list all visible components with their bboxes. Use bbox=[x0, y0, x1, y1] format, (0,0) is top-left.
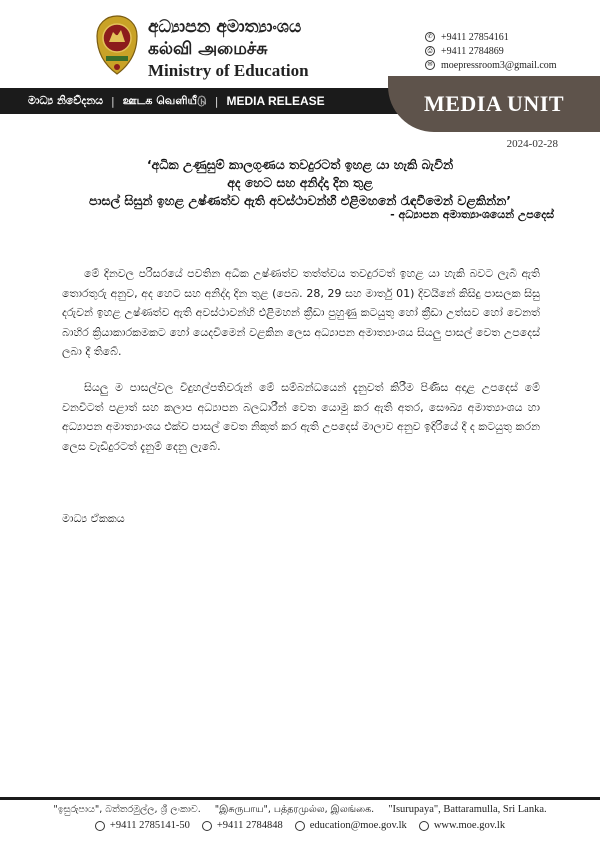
release-date: 2024-02-28 bbox=[506, 138, 558, 150]
fax-icon: ⎙ bbox=[425, 46, 435, 56]
headline-line-3: පාසල් සිසුන් ඉහළ උෂ්ණත්ව ඇති අවස්ථාවන්හි එළිමහනේ රැඳවීමෙන් වළකින්න’ bbox=[88, 193, 512, 208]
web-icon bbox=[419, 821, 429, 831]
header-email bbox=[425, 58, 557, 72]
email-icon bbox=[295, 821, 305, 831]
headline-line-2: අද හෙට සහ අනිද්දා දින තුළ bbox=[227, 175, 373, 190]
footer-address-sinhala: "ඉසුරුපාය", බත්තරමුල්ල, ශ්‍රී ලංකාව. bbox=[53, 804, 201, 815]
paragraph-1-text: මේ දිනවල පරිසරයේ පවතින අධික උෂ්ණත්ව තත්ත්වය තවදුරටත් ඉහළ යා හැකි බවට ලැබී ඇති තොරතුරු අනුව, අද හෙට සහ අනිද්දා දින තුළ (පෙබ. 28, 29 සහ මාර්තු 01) දිවයිනේ කිසිදු පාසලක සිසු දරුවන් ඉහළ උෂ්ණත්ව ඇති අවස්ථාවන්හි එළිමහන් ක්‍රීඩා පුහුණු කටයුතු හෝ ක්‍රීඩා උත්සව හෝ වෙනත් බාහිර ක්‍රියාකාරකමකට හෝ යෙදවීමෙන් වළකින ලෙස අධ්‍යාපන අමාත්‍යාංශය සියලු පාසල් වෙත උපදෙස් ලබා දී තිබේ. bbox=[62, 267, 540, 358]
header-phone-text: +9411 27854161 bbox=[441, 31, 509, 43]
paragraph-2-text: සියලු ම පාසල්වල විදුහල්පතිවරුන් මේ සම්බන්ධයෙන් දැනුවත් කිරීම පිණිස අදාළ උපදෙස් මේ වනවිටත් පළාත් සහ කලාප අධ්‍යාපන බලධාරීන් වෙත යොමු කර ඇති අතර, සෞඛ්‍ය අමාත්‍යාංශය හා අධ්‍යාපන අමාත්‍යාංශය එක්ව පාසල් වෙත නිකුත් කර ඇති උපදෙස් මාලාව අනුව ඉදිරියේ දී ද කටයුතු කරන ලෙස වැඩිදුරටත් දැනුම් දෙනු ලැබේ. bbox=[62, 381, 540, 453]
media-unit-label: MEDIA UNIT bbox=[423, 91, 565, 116]
phone-icon: ✆ bbox=[425, 32, 435, 42]
headline-attribution: - අධ්‍යාපන අමාත්‍යාංශයෙන් උපදෙස් bbox=[390, 208, 554, 221]
org-name-english: Ministry of Education bbox=[148, 61, 309, 80]
banner-labels bbox=[28, 88, 325, 114]
headline bbox=[60, 156, 540, 210]
header-fax bbox=[425, 44, 557, 58]
banner-label-tamil: ஊடக வெளியீடு bbox=[122, 93, 207, 107]
banner-label-english: MEDIA RELEASE bbox=[226, 94, 325, 108]
body-paragraph-2 bbox=[62, 378, 540, 456]
footer-fax bbox=[202, 820, 283, 831]
footer-rule bbox=[0, 797, 600, 800]
banner-divider: | bbox=[214, 94, 219, 108]
org-name-tamil: கல்வி அமைச்சு bbox=[148, 39, 268, 59]
banner-label-sinhala: මාධ්‍ය නිවේදනය bbox=[28, 94, 104, 107]
footer-contacts bbox=[0, 820, 600, 831]
footer-phone bbox=[95, 820, 190, 831]
body-paragraph-1 bbox=[62, 264, 540, 362]
organization-name bbox=[148, 16, 309, 82]
fax-icon bbox=[202, 821, 212, 831]
footer-fax-text: +9411 2784848 bbox=[216, 820, 283, 831]
banner-divider: | bbox=[111, 94, 115, 108]
sri-lanka-emblem-logo bbox=[94, 14, 140, 76]
footer-website-text[interactable]: www.moe.gov.lk bbox=[433, 820, 506, 831]
footer-phone-text: +9411 2785141-50 bbox=[109, 820, 190, 831]
footer-address-english: "Isurupaya", Battaramulla, Sri Lanka. bbox=[388, 804, 547, 815]
phone-icon bbox=[95, 821, 105, 831]
email-icon: ✉ bbox=[425, 60, 435, 70]
header-email-text: moepressroom3@gmail.com bbox=[441, 59, 557, 71]
footer-email-text[interactable]: education@moe.gov.lk bbox=[309, 820, 407, 831]
signoff: මාධ්‍ය ඒකකය bbox=[62, 512, 125, 525]
header-fax-text: +9411 2784869 bbox=[441, 45, 504, 57]
footer-address-tamil: "இசுருபாய", பத்தரமுல்ல, இலங்கை. bbox=[214, 804, 375, 815]
org-name-sinhala: අධ්‍යාපන අමාත්‍යාංශය bbox=[148, 17, 302, 37]
footer-email[interactable] bbox=[295, 820, 407, 831]
footer-website[interactable] bbox=[419, 820, 505, 831]
header-contacts bbox=[425, 30, 557, 72]
headline-line-1: ‘අධික උණුසුම් කාලගුණය තවදුරටත් ඉහළ යා හැකි බැවින් bbox=[146, 157, 454, 172]
header-phone bbox=[425, 30, 557, 44]
footer-address bbox=[0, 804, 600, 816]
